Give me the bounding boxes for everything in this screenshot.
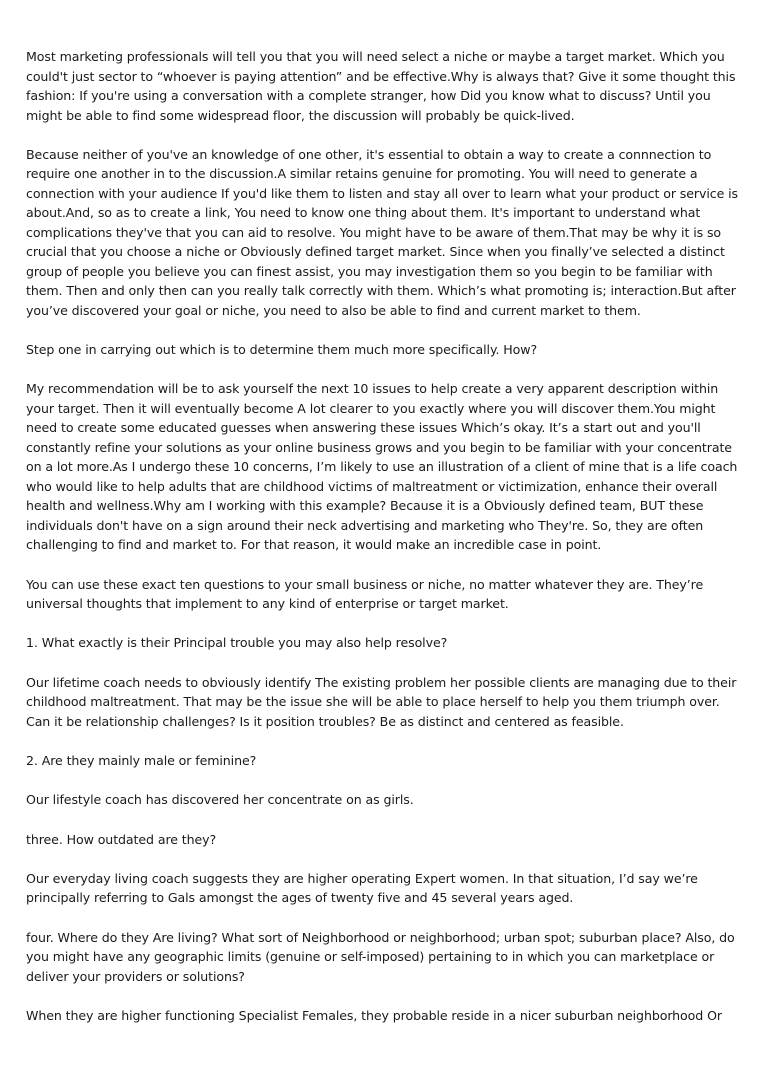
paragraph-ten-questions: You can use these exact ten questions to your small business or niche, no matter whatever they are. They’re universal thoughts that implement to any kind of enterprise or target market.: [26, 576, 704, 612]
question-1: 1. What exactly is their Principal trouble you may also help resolve?: [26, 635, 448, 651]
answer-4: When they are higher functioning Specialist Females, they probable reside in a nicer suburban neighborhood Or: [26, 1008, 722, 1024]
document-page: [26, 47, 744, 1045]
answer-1: Our lifetime coach needs to obviously identify The existing problem her possible clients are managing due to their childhood maltreatment. That may be the issue she will be able to place herself to help you them triumph over. Can it be relationship challenges? Is it position troubles? Be as distinct and centered as feasible.: [26, 674, 737, 729]
question-4: four. Where do they Are living? What sort of Neighborhood or neighborhood; urban spot; suburban place? Also, do you might have any geographic limits (genuine or self-imposed) pertaining to in which you can marketplace or deliver your providers or solutions?: [26, 929, 735, 984]
paragraph-step-one: Step one in carrying out which is to determine them much more specifically. How?: [26, 342, 538, 358]
answer-3: Our everyday living coach suggests they are higher operating Expert women. In that situation, I’d say we’re principally referring to Gals amongst the ages of twenty five and 45 several years aged.: [26, 870, 698, 906]
answer-2: Our lifestyle coach has discovered her concentrate on as girls.: [26, 792, 414, 808]
question-2: 2. Are they mainly male or feminine?: [26, 753, 257, 769]
paragraph-connection: Because neither of you've an knowledge of one other, it's essential to obtain a way to create a connnection to require one another in to the discussion.A similar retains genuine for promoting. You will need to generate a connection with your audience If you'd like them to listen and stay all over to learn what your product or service is about.And, so as to create a link, You need to know one thing about them. It's important to understand what complications they've that you can aid to resolve. You might have to be aware of them.That may be why it is so crucial that you choose a niche or Obviously defined target market. Since when you finally’ve selected a distinct group of people you believe you can finest assist, you may investigation them so you begin to be familiar with them. Then and only then can you really talk correctly with them. Which’s what promoting is; interaction.But after you’ve discovered your goal or niche, you need to also be able to find and current market to them.: [26, 146, 738, 318]
question-3: three. How outdated are they?: [26, 831, 217, 847]
paragraph-recommendation: My recommendation will be to ask yourself the next 10 issues to help create a very apparent description within your target. Then it will eventually become A lot clearer to you exactly where you will discover them.You might need to create some educated guesses when answering these issues Which’s okay. It’s a start out and you'll constantly refine your solutions as your online business grows and you begin to be familiar with your concentrate on a lot more.As I undergo these 10 concerns, I’m likely to use an illustration of a client of mine that is a life coach who would like to help adults that are childhood victims of maltreatment or victimization, enhance their overall health and wellness.Why am I working with this example? Because it is a Obviously defined team, BUT these individuals don't have on a sign around their neck advertising and marketing who They're. So, they are often challenging to find and market to. For that reason, it would make an incredible case in point.: [26, 381, 738, 553]
paragraph-intro: Most marketing professionals will tell you that you will need select a niche or maybe a target market. Which you could't just sector to “whoever is paying attention” and be effective.Why is always that? Give it some thought this fashion: If you're using a conversation with a complete stranger, how Did you know what to discuss? Until you might be able to find some widespread floor, the discussion will probably be quick-lived.: [26, 49, 736, 123]
